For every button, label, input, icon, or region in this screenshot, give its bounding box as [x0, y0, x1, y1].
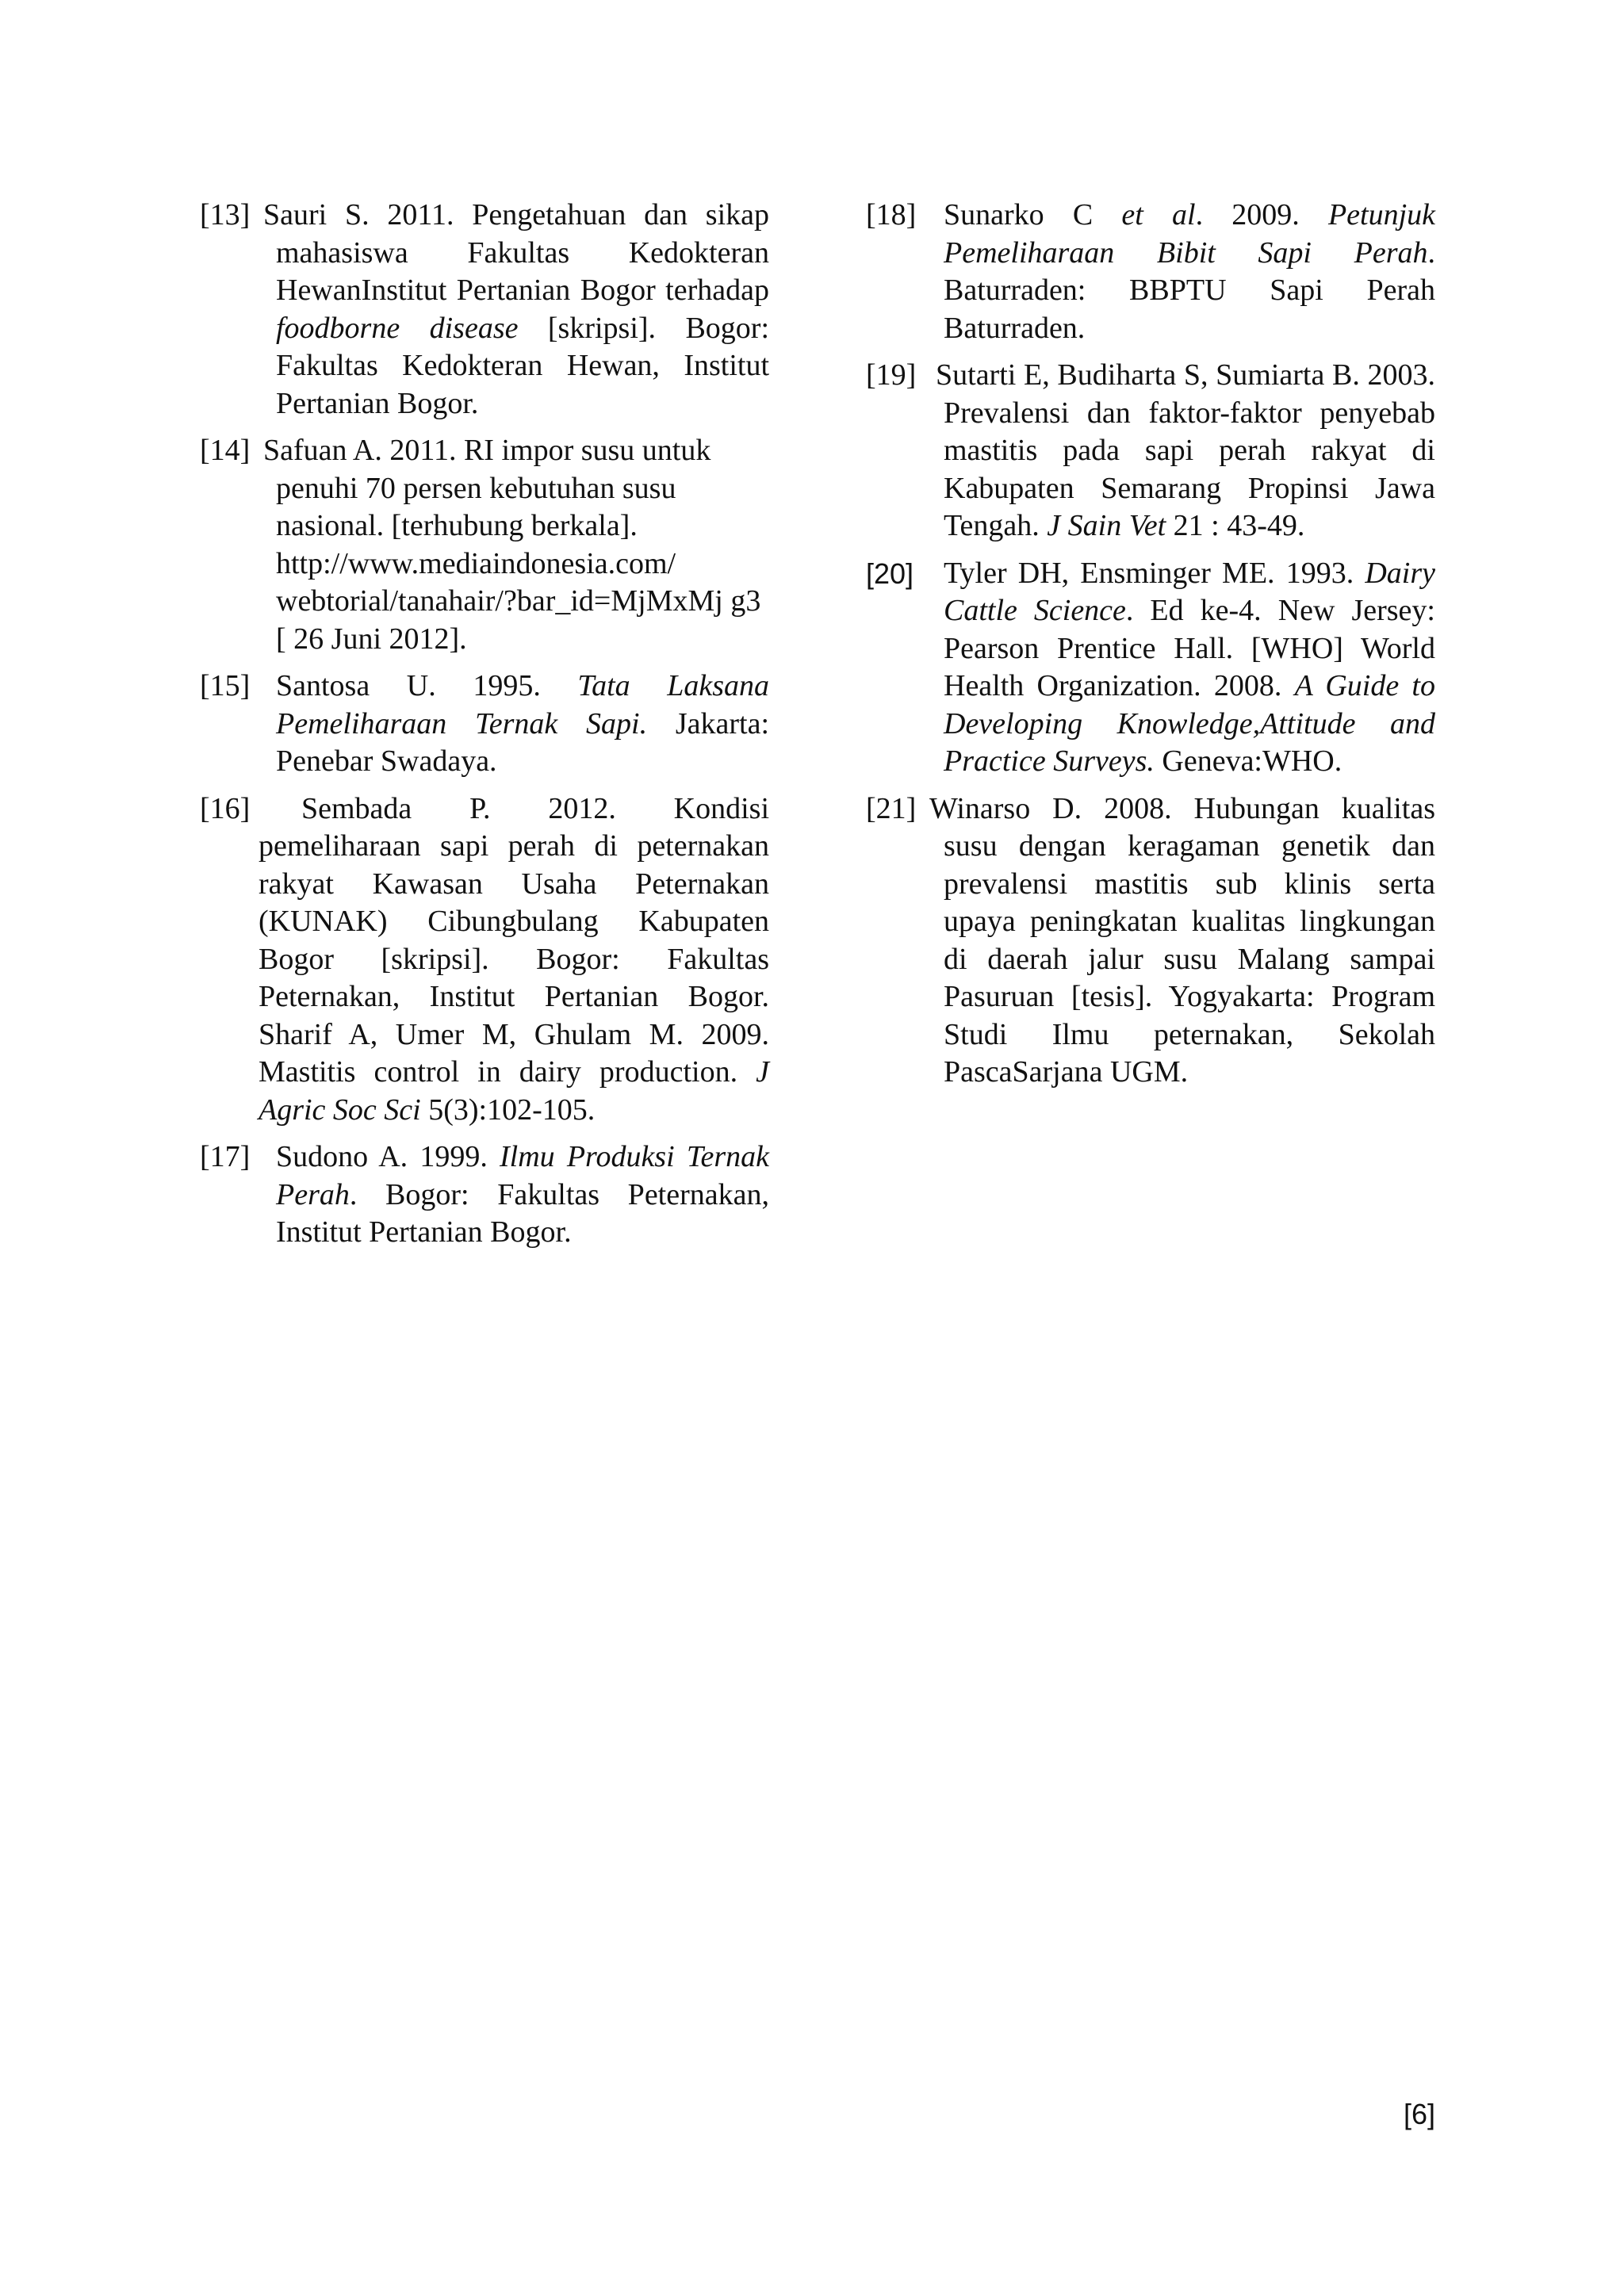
- reference-text: Sudono A. 1999. Ilmu Produksi Ternak Perah. Bogor: Fakultas Peternakan, Institut Pertanian Bogor.: [276, 1140, 769, 1249]
- reference-15: [200, 668, 769, 781]
- reference-number: [19]: [866, 358, 917, 392]
- reference-number: [14]: [200, 434, 251, 467]
- reference-number: [20]: [866, 557, 914, 590]
- reference-13: [200, 197, 769, 423]
- reference-14: [200, 432, 769, 658]
- references-column-left: [200, 197, 769, 1261]
- reference-number: [18]: [866, 198, 917, 232]
- reference-number: [17]: [200, 1140, 251, 1173]
- reference-text: Sauri S. 2011. Pengetahuan dan sikap mahasiswa Fakultas Kedokteran HewanInstitut Pertanian Bogor terhadap foodborne disease [skripsi]. Bogor: Fakultas Kedokteran Hewan, Institut Pertanian Bogor.: [263, 198, 769, 420]
- reference-text: Sutarti E, Budiharta S, Sumiarta B. 2003. Prevalensi dan faktor-faktor penyebab mastitis pada sapi perah rakyat di Kabupaten Semarang Propinsi Jawa Tengah. J Sain Vet 21 : 43-49.: [936, 358, 1435, 542]
- reference-number: [21]: [866, 791, 917, 825]
- reference-text: Santosa U. 1995. Tata Laksana Pemeliharaan Ternak Sapi. Jakarta: Penebar Swadaya.: [276, 669, 770, 778]
- reference-19: [866, 357, 1435, 545]
- reference-number: [15]: [200, 669, 251, 702]
- reference-number: [13]: [200, 198, 251, 232]
- reference-20: [866, 555, 1435, 781]
- reference-text: Tyler DH, Ensminger ME. 1993. Dairy Cattle Science. Ed ke-4. New Jersey: Pearson Prentice Hall. [WHO] World Health Organization. 2008. A Guide to Developing Knowledge,Attitude and Practice Surveys. Geneva:WHO.: [944, 556, 1435, 778]
- reference-text: Safuan A. 2011. RI impor susu untuk penuhi 70 persen kebutuhan susu nasional. [terhubung berkala]. http://www.mediaindonesia.com/ webtorial/tanahair/?bar_id=MjMxMj g3 [ 26 Juni 2012].: [263, 434, 761, 656]
- reference-17: [200, 1138, 769, 1252]
- page-number: [6]: [1404, 2098, 1436, 2130]
- reference-16: [200, 790, 769, 1130]
- reference-text: Winarso D. 2008. Hubungan kualitas susu dengan keragaman genetik dan prevalensi mastitis sub klinis serta upaya peningkatan kualitas lingkungan di daerah jalur susu Malang sampai Pasuruan [tesis]. Yogyakarta: Program Studi Ilmu peternakan, Sekolah PascaSarjana UGM.: [929, 791, 1435, 1089]
- reference-number: [16]: [200, 791, 251, 825]
- reference-18: [866, 197, 1435, 347]
- reference-21: [866, 790, 1435, 1092]
- reference-text: Sembada P. 2012. Kondisi pemeliharaan sapi perah di peternakan rakyat Kawasan Usaha Peternakan (KUNAK) Cibungbulang Kabupaten Bogor [skripsi]. Bogor: Fakultas Peternakan, Institut Pertanian Bogor. Sharif A, Umer M, Ghulam M. 2009. Mastitis control in dairy production. J Agric Soc Sci 5(3):102-105.: [259, 791, 769, 1127]
- reference-text: Sunarko C et al. 2009. Petunjuk Pemeliharaan Bibit Sapi Perah. Baturraden: BBPTU Sapi Perah Baturraden.: [944, 198, 1436, 345]
- references-column-right: [866, 197, 1435, 1101]
